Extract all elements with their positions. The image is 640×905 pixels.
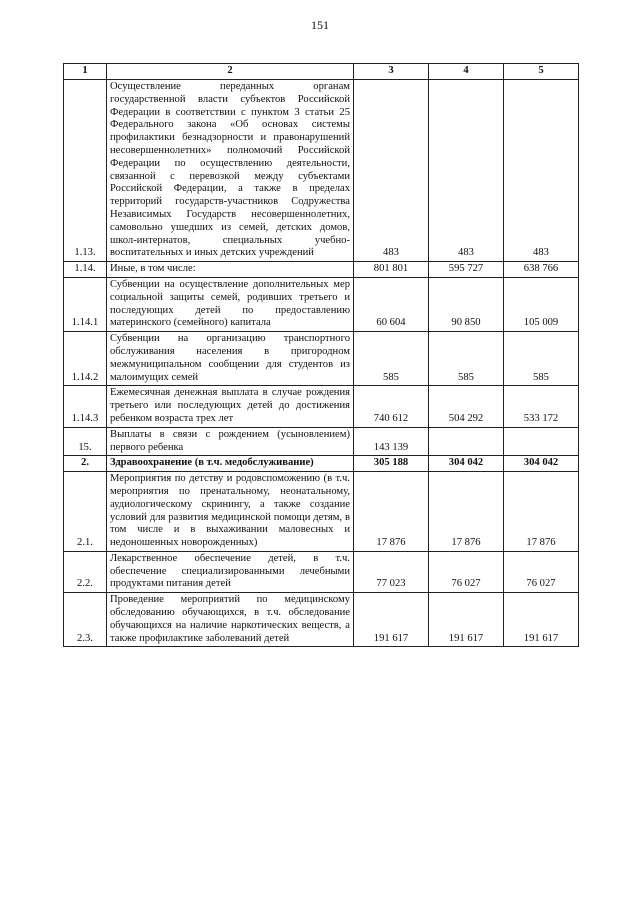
row-value-col4: 304 042 bbox=[429, 456, 504, 472]
table-row bbox=[64, 456, 579, 472]
row-number: 1.13. bbox=[64, 80, 107, 262]
table-row bbox=[64, 332, 579, 386]
row-value-col4: 483 bbox=[429, 80, 504, 262]
budget-table bbox=[63, 63, 579, 647]
row-number: 15. bbox=[64, 427, 107, 456]
row-value-col5: 483 bbox=[504, 80, 579, 262]
row-value-col3: 483 bbox=[354, 80, 429, 262]
row-value-col3: 143 139 bbox=[354, 427, 429, 456]
row-value-col5: 76 027 bbox=[504, 551, 579, 592]
row-value-col5: 105 009 bbox=[504, 277, 579, 331]
row-description: Осуществление переданных органам государственной власти субъектов Российской Федерации в соответствии с пунктом 3 статьи 25 Федерального закона «Об основах системы профилактики безнадзорности и правонарушений несовершеннолетних» полномочий Российской Федерации по осуществлению деятельности, связанной с перевозкой между субъектами Российской Федерации, а также в пределах территорий государств-участников Содружества Независимых Государств несовершеннолетних, самовольно ушедших из семей, детских домов, школ-интернатов, специальных учебно-воспитательных и иных детских учреждений bbox=[107, 80, 354, 262]
header-col-1: 1 bbox=[64, 64, 107, 80]
row-number: 1.14. bbox=[64, 262, 107, 278]
row-number: 1.14.1 bbox=[64, 277, 107, 331]
row-description: Лекарственное обеспечение детей, в т.ч. обеспечение специализированными лечебными продуктами питания детей bbox=[107, 551, 354, 592]
row-description: Иные, в том числе: bbox=[107, 262, 354, 278]
row-value-col4: 17 876 bbox=[429, 472, 504, 552]
row-value-col4: 585 bbox=[429, 332, 504, 386]
row-number: 2.3. bbox=[64, 593, 107, 647]
table-row bbox=[64, 386, 579, 427]
row-value-col5 bbox=[504, 427, 579, 456]
row-number: 2. bbox=[64, 456, 107, 472]
header-col-5: 5 bbox=[504, 64, 579, 80]
row-description: Субвенции на осуществление дополнительных мер социальной защиты семей, родивших третьего и последующих детей по предоставлению материнского (семейного) капитала bbox=[107, 277, 354, 331]
row-value-col3: 191 617 bbox=[354, 593, 429, 647]
row-value-col4: 595 727 bbox=[429, 262, 504, 278]
row-value-col4: 76 027 bbox=[429, 551, 504, 592]
table-row bbox=[64, 551, 579, 592]
row-value-col5: 638 766 bbox=[504, 262, 579, 278]
row-value-col3: 77 023 bbox=[354, 551, 429, 592]
row-value-col5: 304 042 bbox=[504, 456, 579, 472]
table-row bbox=[64, 262, 579, 278]
row-value-col5: 533 172 bbox=[504, 386, 579, 427]
header-col-3: 3 bbox=[354, 64, 429, 80]
row-number: 1.14.2 bbox=[64, 332, 107, 386]
page-number: 151 bbox=[311, 18, 329, 32]
row-value-col3: 60 604 bbox=[354, 277, 429, 331]
row-value-col4: 504 292 bbox=[429, 386, 504, 427]
header-col-2: 2 bbox=[107, 64, 354, 80]
row-number: 1.14.3 bbox=[64, 386, 107, 427]
table-row bbox=[64, 80, 579, 262]
row-value-col4 bbox=[429, 427, 504, 456]
row-value-col5: 17 876 bbox=[504, 472, 579, 552]
table-row bbox=[64, 593, 579, 647]
row-description: Ежемесячная денежная выплата в случае рождения третьего или последующих детей до достижения ребенком возраста трех лет bbox=[107, 386, 354, 427]
table-row bbox=[64, 427, 579, 456]
table-header-row bbox=[64, 64, 579, 80]
row-value-col3: 585 bbox=[354, 332, 429, 386]
row-number: 2.2. bbox=[64, 551, 107, 592]
row-value-col4: 90 850 bbox=[429, 277, 504, 331]
row-number: 2.1. bbox=[64, 472, 107, 552]
table-row bbox=[64, 277, 579, 331]
row-value-col3: 801 801 bbox=[354, 262, 429, 278]
row-description: Проведение мероприятий по медицинскому обследованию обучающихся, в т.ч. обследование обучающихся на наличие наркотических веществ, а также профилактике заболеваний детей bbox=[107, 593, 354, 647]
row-description: Здравоохранение (в т.ч. медобслуживание) bbox=[107, 456, 354, 472]
row-value-col4: 191 617 bbox=[429, 593, 504, 647]
row-description: Мероприятия по детству и родовспоможению (в т.ч. мероприятия по пренатальному, неонатальному, аудиологическому скринингу, а также создание условий для развития медицинской помощи детям, в том числе и в выхаживании маловесных и недоношенных новорожденных) bbox=[107, 472, 354, 552]
row-description: Субвенции на организацию транспортного обслуживания населения в пригородном межмуниципальном сообщении для студентов из малоимущих семей bbox=[107, 332, 354, 386]
header-col-4: 4 bbox=[429, 64, 504, 80]
row-value-col5: 585 bbox=[504, 332, 579, 386]
row-description: Выплаты в связи с рождением (усыновлением) первого ребенка bbox=[107, 427, 354, 456]
row-value-col5: 191 617 bbox=[504, 593, 579, 647]
row-value-col3: 17 876 bbox=[354, 472, 429, 552]
row-value-col3: 740 612 bbox=[354, 386, 429, 427]
table-row bbox=[64, 472, 579, 552]
row-value-col3: 305 188 bbox=[354, 456, 429, 472]
